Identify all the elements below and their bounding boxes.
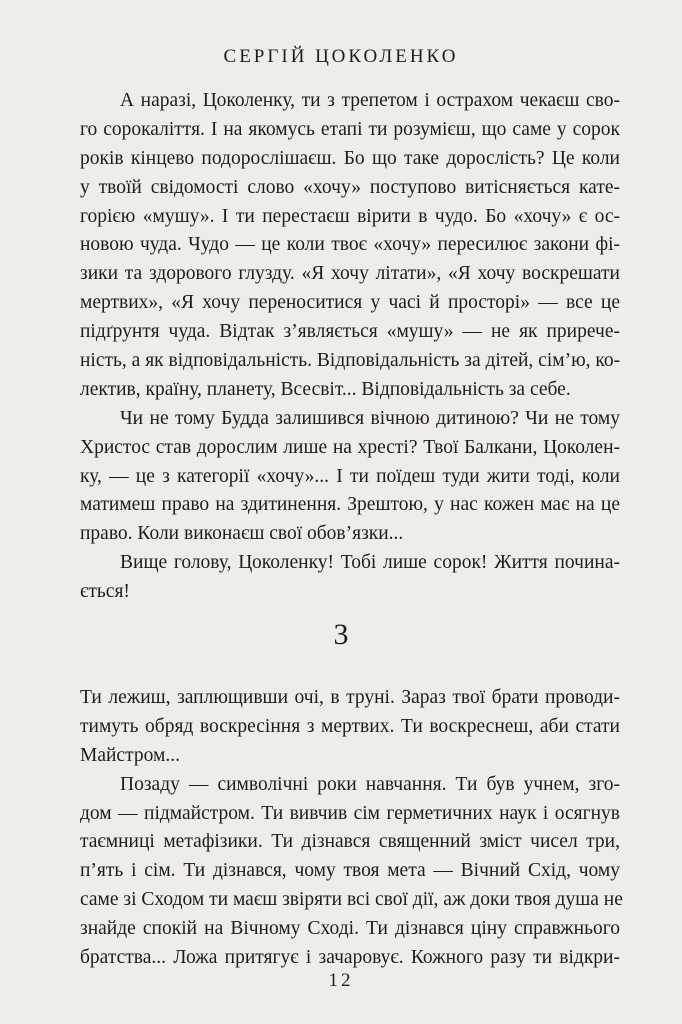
- text-line: підґрунтя чуда. Відтак з’являється «мушу» — не як прирече-: [80, 321, 620, 343]
- text-line: матимеш право на здитинення. Зрештою, у нас кожен має на це: [80, 494, 620, 516]
- text-block-2: [80, 684, 623, 973]
- page-number: 12: [328, 970, 354, 991]
- text-line: ку, — це з категорії «хочу»... І ти поїдеш туди жити тоді, коли: [80, 465, 620, 487]
- text-line: ність, а як відповідальність. Відповідальність за дітей, сім’ю, ко-: [80, 350, 621, 372]
- text-line: п’ять і сім. Ти дізнався, чому твоя мета — Вічний Схід, чому: [80, 860, 620, 882]
- text-line: го сорокаліття. І на якомусь етапі ти розумієш, що саме у сорок: [80, 118, 620, 140]
- text-line: новою чуда. Чудо — це коли твоє «хочу» пересилює закони фі-: [80, 234, 620, 256]
- text-line: мертвих», «Я хочу переноситися у часі й просторі» — все це: [80, 292, 620, 314]
- text-line: Вище голову, Цоколенку! Тобі лише сорок! Життя почина-: [120, 552, 620, 574]
- text-line: таємниці метафізики. Ти дізнався священний зміст чисел три,: [80, 831, 620, 853]
- text-line: братства... Ложа притягує і зачаровує. Кожного разу ти відкри-: [80, 947, 620, 969]
- text-line: тимуть обряд воскресіння з мертвих. Ти воскреснеш, аби стати: [80, 715, 620, 737]
- text-line: А наразі, Цоколенку, ти з трепетом і острахом чекаєш сво-: [120, 90, 620, 111]
- text-line: Позаду — символічні роки навчання. Ти був учнем, зго-: [120, 773, 620, 795]
- chapter-number: 3: [333, 618, 349, 651]
- text-line: у твоїй свідомості слово «хочу» поступово витісняється кате-: [80, 176, 620, 198]
- text-line: саме зі Сходом ти маєш звіряти всі свої дії, аж доки твоя душа не: [80, 889, 623, 911]
- text-line: Майстром...: [80, 744, 180, 766]
- text-line: років кінцево подорослішаєш. Бо що таке дорослість? Це коли: [80, 147, 620, 169]
- text-line: Христос став дорослим лише на хресті? Твої Балкани, Цоколен-: [80, 436, 620, 458]
- text-line: горією «мушу». І ти перестаєш вірити в чудо. Бо «хочу» є ос-: [80, 205, 620, 227]
- text-line: ється!: [80, 581, 130, 603]
- text-block-1: [80, 87, 620, 607]
- text-line: право. Коли виконаєш свої обов’язки...: [80, 523, 404, 545]
- running-head: СЕРГІЙ ЦОКОЛЕНКО: [223, 46, 459, 67]
- text-line: лектив, країну, планету, Всесвіт... Відповідальність за себе.: [80, 378, 571, 400]
- text-line: Ти лежиш, заплющивши очі, в труні. Зараз твої брати проводи-: [80, 687, 620, 708]
- text-line: Чи не тому Будда залишився вічною дитиною? Чи не тому: [120, 407, 620, 429]
- text-line: дом — підмайстром. Ти вивчив сім герметичних наук і осягнув: [80, 802, 620, 824]
- text-line: зики та здорового глузду. «Я хочу літати», «Я хочу воскрешати: [80, 263, 620, 285]
- text-line: знайде спокій на Вічному Сході. Ти дізнався ціну справжнього: [80, 918, 620, 940]
